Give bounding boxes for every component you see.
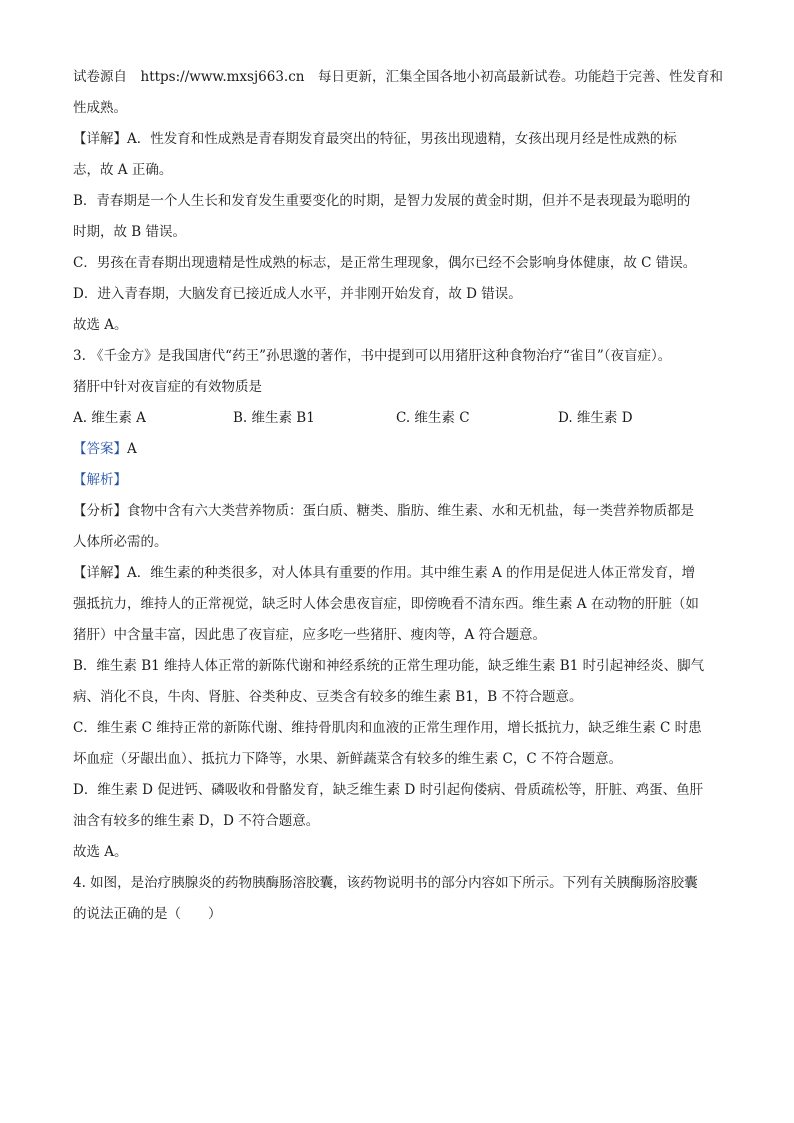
answer-value: A <box>127 441 137 457</box>
q3-detail-line-6: C．维生素 C 维持正常的新陈代谢、维持骨肌肉和血液的正常生理作用，增长抵抗力，缺乏维生素 C 时患 <box>73 720 702 736</box>
q2-detail-line-1: 【详解】A．性发育和性成熟是青春期发育最突出的特征，男孩出现遗精，女孩出现月经是性成熟的标 <box>73 131 677 147</box>
q3-stem-line-1: 3. 《千金方》是我国唐代“药王”孙思邈的著作，书中提到可以用猪肝这种食物治疗“雀目”（夜盲症）。 <box>73 348 672 364</box>
q2-detail-line-2: 志，故 A 正确。 <box>73 162 173 178</box>
q3-detail-line-7: 坏血症（牙龈出血）、抵抗力下降等，水果、新鲜蔬菜含有较多的维生素 C，C 不符合题意。 <box>73 751 622 767</box>
q3-detail-line-5: 病、消化不良，牛肉、肾脏、谷类种皮、豆类含有较多的维生素 B1，B 不符合题意。 <box>73 689 583 705</box>
q3-option-b: B. 维生素 B1 <box>233 410 315 426</box>
q3-analysis-tag-line <box>73 465 723 496</box>
q3-conclusion: 故选 A。 <box>73 844 128 860</box>
q3-fenxi-line-1: 【分析】食物中含有六大类营养物质：蛋白质、糖类、脂肪、维生素、水和无机盐，每一类营养物质都是 <box>73 503 694 519</box>
analysis-tag: 【解析】 <box>73 472 127 488</box>
q3-detail-line-1: 【详解】A．维生素的种类很多，对人体具有重要的作用。其中维生素 A 的作用是促进人体正常发育，增 <box>73 565 696 581</box>
source-header-line: 试卷源自 https://www.mxsj663.cn 每日更新，汇集全国各地小初高最新试卷。功能趋于完善、性发育和 <box>73 69 723 85</box>
q2-detail-line-6: D．进入青春期，大脑发育已接近成人水平，并非刚开始发育，故 D 错误。 <box>73 286 522 302</box>
q3-detail-line-3: 猪肝）中含量丰富，因此患了夜盲症，应多吃一些猪肝、瘦肉等，A 符合题意。 <box>73 627 547 643</box>
document-page <box>73 62 723 930</box>
q4-stem-line-1: 4. 如图，是治疗胰腺炎的药物胰酶肠溶胶囊，该药物说明书的部分内容如下所示。下列有关胰酶肠溶胶囊 <box>73 875 698 891</box>
q3-detail-line-8: D．维生素 D 促进钙、磷吸收和骨骼发育，缺乏维生素 D 时引起佝偻病、骨质疏松等，肝脏、鸡蛋、鱼肝 <box>73 782 704 798</box>
q3-option-a: A. 维生素 A <box>73 410 146 426</box>
q2-conclusion: 故选 A。 <box>73 317 128 333</box>
q3-detail-line-4: B．维生素 B1 维持人体正常的新陈代谢和神经系统的正常生理功能，缺乏维生素 B1 时引起神经炎、脚气 <box>73 658 705 674</box>
q3-stem-line-2: 猪肝中针对夜盲症的有效物质是 <box>73 379 262 395</box>
q3-option-d: D. 维生素 D <box>558 410 633 426</box>
q3-option-c: C. 维生素 C <box>396 410 470 426</box>
answer-tag: 【答案】 <box>73 441 127 457</box>
q3-options <box>73 403 723 434</box>
q2-detail-line-3: B．青春期是一个人生长和发育发生重要变化的时期，是智力发展的黄金时期，但并不是表现最为聪明的 <box>73 193 691 209</box>
q3-fenxi-line-2: 人体所必需的。 <box>73 534 168 550</box>
q2-detail-line-5: C．男孩在青春期出现遗精是性成熟的标志，是正常生理现象，偶尔已经不会影响身体健康，故 C 错误。 <box>73 255 697 271</box>
q2-detail-line-4: 时期，故 B 错误。 <box>73 224 187 240</box>
q2-analysis-continuation: 性成熟。 <box>73 100 127 116</box>
q4-stem-line-2: 的说法正确的是（ ） <box>73 906 222 922</box>
q3-detail-line-9: 油含有较多的维生素 D，D 不符合题意。 <box>73 813 320 829</box>
q3-detail-line-2: 强抵抗力，维持人的正常视觉，缺乏时人体会患夜盲症，即傍晚看不清东西。维生素 A 在动物的肝脏（如 <box>73 596 699 612</box>
q3-answer <box>73 434 723 465</box>
